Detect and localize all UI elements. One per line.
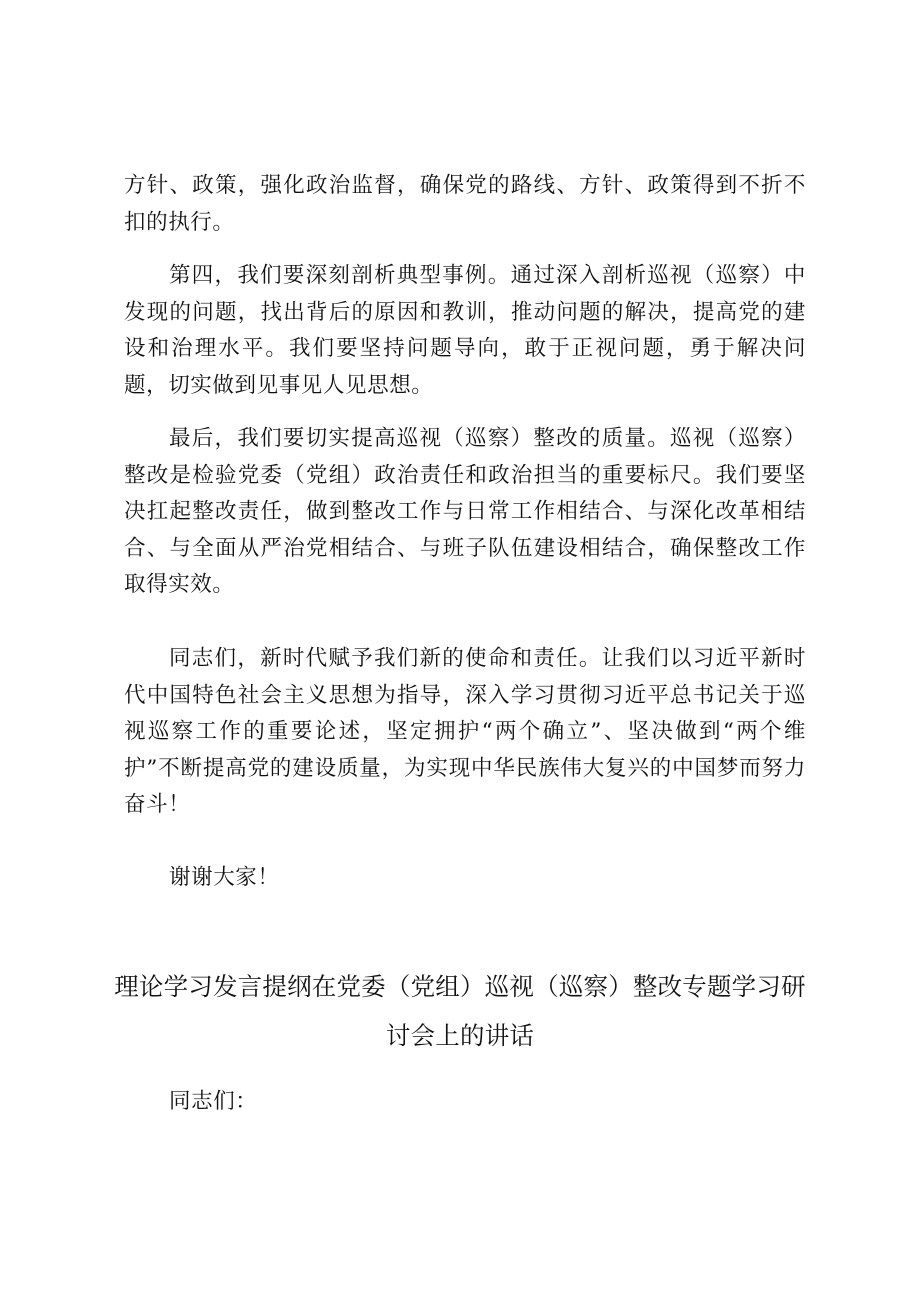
paragraph-fourth-point: 第四，我们要深刻剖析典型事例。通过深入剖析巡视（巡察）中发现的问题，找出背后的原因和教训，推动问题的解决，提高党的建设和治理水平。我们要坚持问题导向，敢于正视问题，勇于解决问题，切实做到见事见人见思想。 [124, 263, 806, 398]
paragraph-closing-call: 同志们，新时代赋予我们新的使命和责任。让我们以习近平新时代中国特色社会主义思想为指导，深入学习贯彻习近平总书记关于巡视巡察工作的重要论述，坚定拥护“两个确立”、坚决做到“两个维护”不断提高党的建设质量，为实现中华民族伟大复兴的中国梦而努力奋斗！ [124, 646, 806, 818]
salutation: 同志们： [169, 1089, 258, 1114]
paragraph-thanks: 谢谢大家！ [169, 865, 280, 890]
paragraph-final-point: 最后，我们要切实提高巡视（巡察）整改的质量。巡视（巡察）整改是检验党委（党组）政治责任和政治担当的重要标尺。我们要坚决扛起整改责任，做到整改工作与日常工作相结合、与深化改革相结合、与全面从严治党相结合、与班子队伍建设相结合，确保整改工作取得实效。 [124, 426, 806, 598]
paragraph-policy-execution: 方针、政策，强化政治监督，确保党的路线、方针、政策得到不折不扣的执行。 [124, 173, 806, 235]
speech-title: 理论学习发言提纲在党委（党组）巡视（巡察）整改专题学习研讨会上的讲话 [114, 972, 806, 1050]
